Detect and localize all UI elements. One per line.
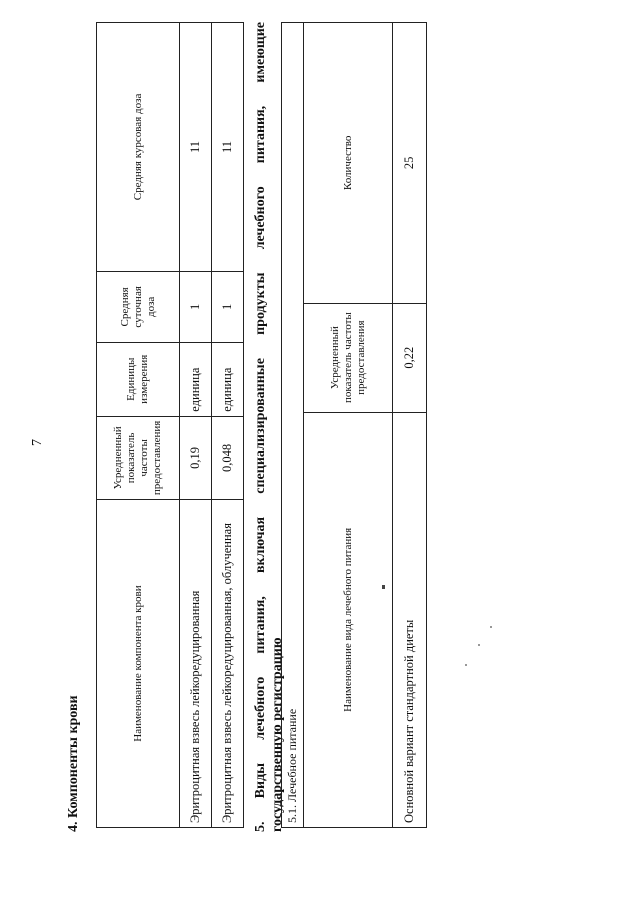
medical-nutrition-table — [281, 22, 427, 828]
title-word: питания, — [253, 596, 268, 654]
title-word: продукты — [253, 272, 268, 335]
title-word: включая — [253, 516, 268, 574]
table-row — [393, 23, 427, 828]
section-4-title: 4. Компоненты крови — [66, 695, 81, 832]
subsection-title: 5.1. Лечебное питание — [282, 23, 304, 828]
page-number: 7 — [30, 439, 45, 446]
unit-value: единица — [212, 342, 244, 416]
scan-artifact — [490, 626, 492, 628]
table-row — [212, 23, 244, 828]
frequency-value: 0,048 — [212, 416, 244, 499]
frequency-value: 0,19 — [180, 416, 212, 499]
course-dose-value: 11 — [212, 23, 244, 272]
table-header-row — [304, 23, 393, 828]
title-word: Виды — [253, 762, 268, 799]
title-word: питания, — [253, 105, 268, 164]
daily-dose-value: 1 — [212, 271, 244, 342]
title-word: 5. — [253, 821, 268, 832]
unit-value: единица — [180, 342, 212, 416]
scan-artifact — [382, 585, 385, 589]
table-row — [180, 23, 212, 828]
scan-artifact — [465, 664, 467, 666]
column-header-quantity: Количество — [304, 23, 393, 304]
column-header-unit: Единицы измерения — [97, 342, 180, 416]
column-header-daily-dose: Средняя суточная доза — [97, 271, 180, 342]
column-header-course-dose: Средняя курсовая доза — [97, 23, 180, 272]
frequency-value: 0,22 — [393, 303, 427, 412]
component-name: Эритроцитная взвесь лейкоредуцированная — [180, 500, 212, 828]
column-header-nutrition-type: Наименование вида лечебного питания — [304, 412, 393, 827]
title-word: имеющие — [253, 22, 268, 83]
column-header-component: Наименование компонента крови — [97, 500, 180, 828]
course-dose-value: 11 — [180, 23, 212, 272]
column-header-frequency: Усредненный показатель частоты предоставления — [304, 303, 393, 412]
table-header-row — [97, 23, 180, 828]
table-subheader-row — [282, 23, 304, 828]
quantity-value: 25 — [393, 23, 427, 304]
blood-components-table — [96, 22, 244, 828]
section-5-title-line2: государственную регистрацию — [270, 637, 285, 832]
component-name: Эритроцитная взвесь лейкоредуцированная, облученная — [212, 500, 244, 828]
scan-artifact — [478, 644, 480, 646]
daily-dose-value: 1 — [180, 271, 212, 342]
title-word: лечебного — [253, 186, 268, 250]
title-word: специализированные — [253, 358, 268, 494]
column-header-frequency: Усредненный показатель частоты предоставления — [97, 416, 180, 499]
title-word: лечебного — [253, 676, 268, 740]
nutrition-type-name: Основной вариант стандартной диеты — [393, 412, 427, 827]
